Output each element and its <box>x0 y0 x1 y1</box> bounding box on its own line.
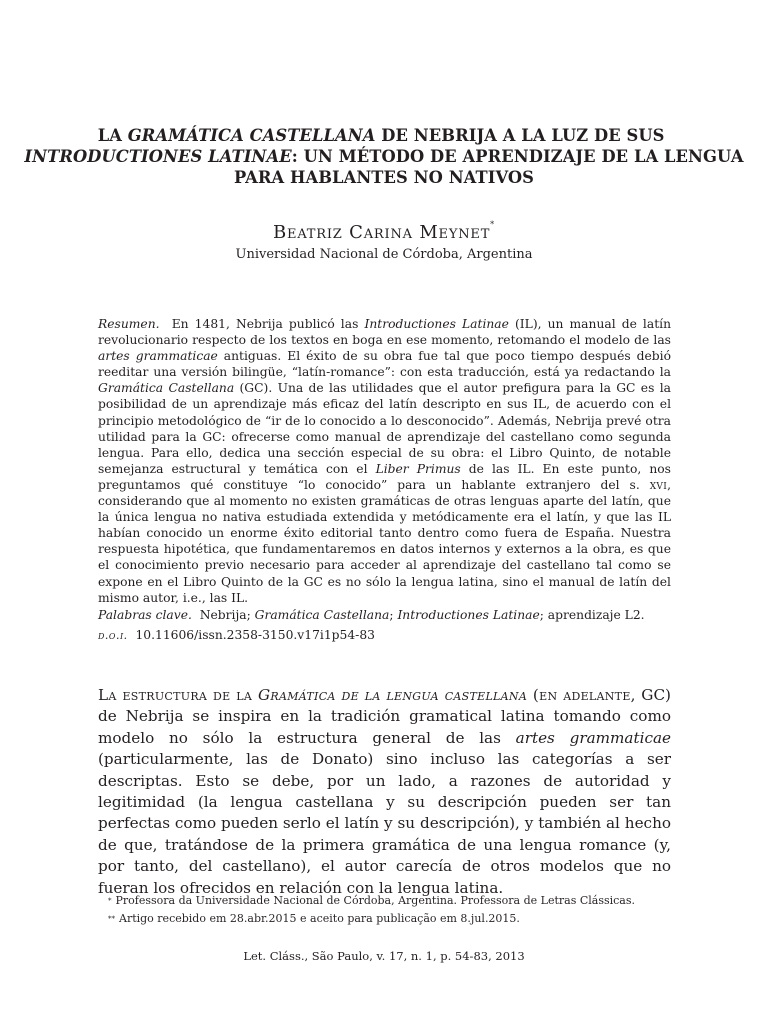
abstract-text: de las IL. En este punto, nos preguntamos qué constituye “lo conocido” para un hablante extranjero del s. <box>98 461 675 492</box>
abstract-text: , considerando que al momento no existen gramáticas de otras lenguas aparte del latín, que la única lengua no nativa estudiada extendida y metódicamente era el latín, y que las IL habían conocido un enorme éxito editorial tanto dentro como fuera de España. Nuestra respuesta hipotética, que fundamentaremos en datos internos y externos a la obra, es que el conocimiento previo necesario para acceder al aprendizaje del castellano tal como se expone en el Libro Quinto de la GC es no sólo la lengua latina, sino el manual de latín del mismo autor, i.e., las IL. <box>98 477 675 605</box>
author-affiliation: Universidad Nacional de Córdoba, Argentina <box>235 247 533 262</box>
footnote-mark: ** <box>108 915 115 923</box>
body-smallcaps: (en adelante, <box>527 686 636 704</box>
page-footer: Let. Cláss., São Paulo, v. 17, n. 1, p. 54-83, 2013 <box>243 949 525 963</box>
body-text: (particularmente, las de Donato) sino incluso las categorías a ser descriptas. Esto se debe, por un lado, a razones de autoridad y legitimidad (la lengua castellana y su descripción pueden ser tan perfectas como pueden serlo el latín y su descripción), y también al hecho de que, tratándose de la primera gramática de una lengua romance (y, por tanto, del castellano), el autor carecía de otros modelos que no fueran los ofrecidos en relación con la lengua latina. <box>98 728 676 897</box>
body-italic: artes grammaticae <box>515 728 671 747</box>
keywords-text: ; aprendizaje L2. <box>539 608 645 622</box>
abstract-text: antiguas. El éxito de su obra fue tal que poco tiempo después debió reeditar una versión bilingüe, “latín-romance”: con esta traducción, está ya redactando la <box>98 349 675 380</box>
footnote-mark: * <box>108 897 112 905</box>
abstract-text: (GC). Una de las utilidades que el autor prefigura para la GC es la posibilidad de un aprendizaje más eficaz del latín descripto en sus IL, de acuerdo con el principio metodológico de “ir de lo conocido a lo desconocido”. Además, Nebrija prevé otra utilidad para la GC: ofrecerse como manual de aprendizaje del castellano como segunda lengua. Para ello, dedica una sección especial de su obra: el Libro Quinto, de notable semejanza estructural y temática con el <box>98 381 675 476</box>
abstract-italic: artes grammaticae <box>98 349 218 364</box>
doi-label: d.o.i. <box>98 629 128 642</box>
keywords-italic: Gramática Castellana <box>254 608 390 622</box>
body-paragraph <box>98 685 676 899</box>
title-italic-part: GRAMÁTICA CASTELLANA <box>127 126 376 145</box>
keywords-italic: Introductiones Latinae <box>397 608 540 622</box>
body-smallcaps: La estructura de la <box>98 686 258 704</box>
abstract <box>98 316 675 606</box>
footnote-text: Professora da Universidade Nacional de Córdoba, Argentina. Professora de Letras Clássicas. <box>115 894 635 907</box>
keywords-text: Nebrija; <box>191 608 255 622</box>
abstract-italic: Introductiones Latinae <box>364 317 509 331</box>
footnote-text: Artigo recebido em 28.abr.2015 e aceito para publicação em 8.jul.2015. <box>119 912 520 925</box>
abstract-italic: Gramática Castellana <box>98 381 235 396</box>
keywords-text: ; <box>389 608 398 622</box>
abstract-italic: Liber Primus <box>375 461 461 476</box>
footnote <box>108 910 688 928</box>
author-footnote-mark: * <box>490 220 495 229</box>
doi <box>98 628 671 642</box>
abstract-smallcaps: xvi <box>649 477 668 492</box>
abstract-text: (IL), un manual de latín revolucionario respecto de los textos en boga en ese momento, retomando el modelo de las <box>98 317 675 348</box>
keywords <box>98 608 671 622</box>
footnotes <box>108 892 688 928</box>
title-italic-part: INTRODUCTIONES LATINAE <box>24 147 292 166</box>
title-part: DE NEBRIJA A LA LUZ DE SUS <box>375 126 671 145</box>
footnote <box>108 892 688 910</box>
body-smallcaps-italic: Gramática de la lengua castellana <box>257 686 528 704</box>
body-text: GC) de Nebrija se inspira en la tradición gramatical latina tomando como modelo no sólo la estructura general de las <box>98 686 676 747</box>
abstract-label: Resumen. <box>98 317 160 331</box>
author-name-text: Beatriz Carina Meynet <box>273 222 491 243</box>
doi-link[interactable]: 10.11606/issn.2358-3150.v17i1p54-83 <box>127 628 375 642</box>
title-part: LA <box>97 126 128 145</box>
keywords-label: Palabras clave. <box>98 608 192 622</box>
abstract-text: En 1481, Nebrija publicó las <box>159 317 365 331</box>
article-title <box>0 125 768 188</box>
title-part: : UN MÉTODO DE APRENDIZAJE DE LA LENGUA PARA HABLANTES NO NATIVOS <box>233 147 750 187</box>
author-name <box>0 222 768 243</box>
